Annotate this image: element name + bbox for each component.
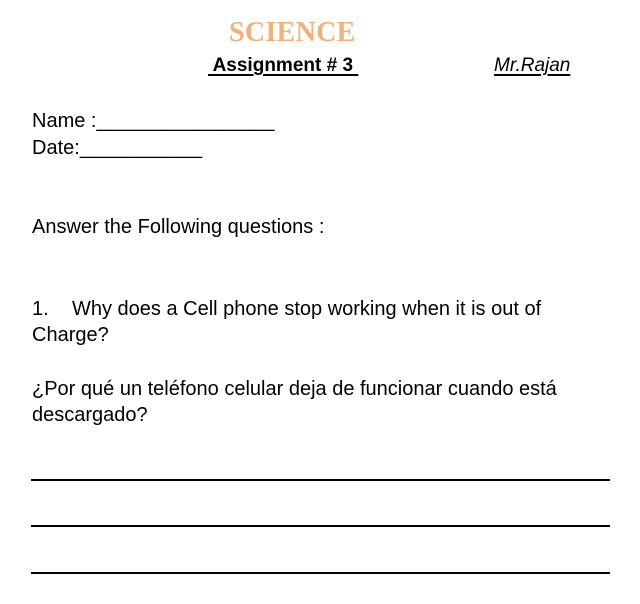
question-text-en: Why does a Cell phone stop working when it is out of Charge?	[32, 298, 542, 346]
date-field[interactable]	[32, 136, 202, 160]
answer-line-1[interactable]	[31, 479, 610, 481]
date-label: Date:	[32, 137, 80, 159]
question-number: 1.	[32, 298, 49, 320]
teacher-name: Mr.Rajan	[494, 55, 571, 76]
question-1-english	[32, 296, 592, 348]
instructions-text: Answer the Following questions :	[32, 216, 325, 238]
answer-line-3[interactable]	[31, 572, 610, 574]
question-1-spanish: ¿Por qué un teléfono celular deja de funcionar cuando está descargado?	[32, 378, 557, 426]
date-blank[interactable]: ___________	[79, 137, 203, 159]
answer-line-2[interactable]	[31, 525, 610, 527]
name-blank[interactable]: ________________	[96, 110, 275, 132]
assignment-heading: Assignment # 3	[208, 55, 359, 76]
name-label: Name :	[32, 110, 97, 132]
name-field[interactable]	[32, 109, 274, 133]
subject-title: SCIENCE	[229, 17, 356, 48]
